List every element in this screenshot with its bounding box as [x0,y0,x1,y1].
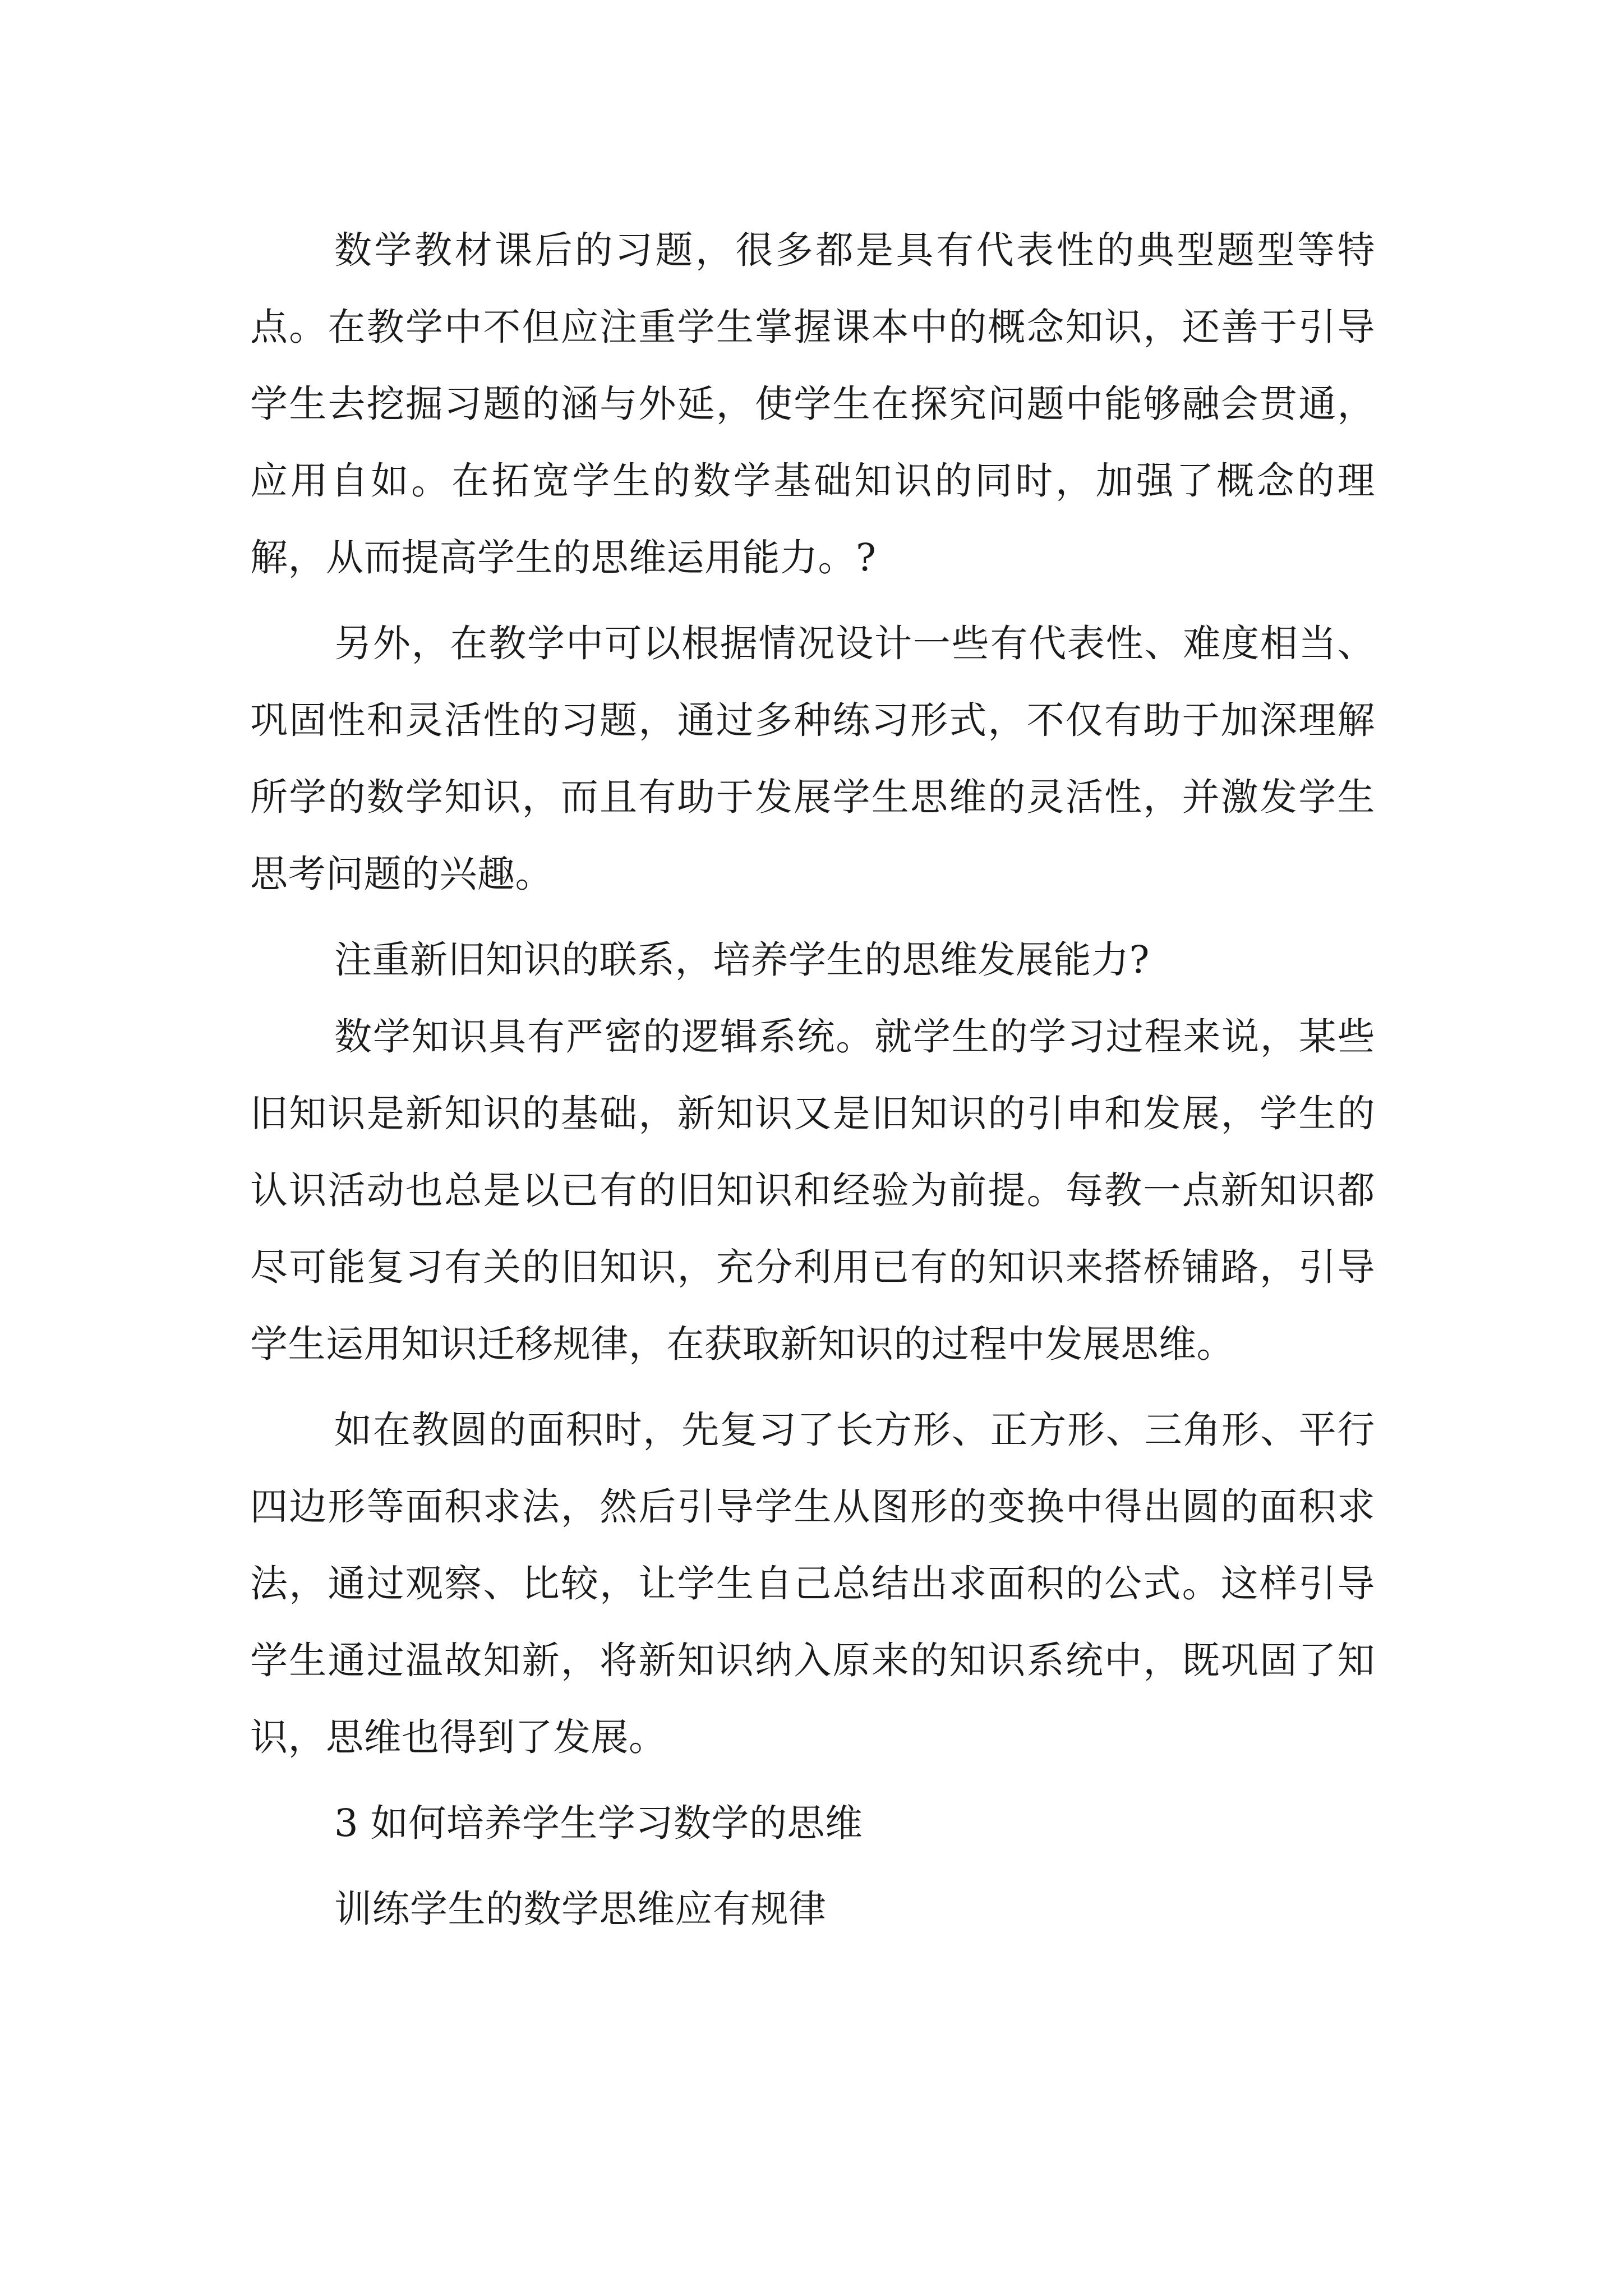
paragraph-design-exercises: 另外，在教学中可以根据情况设计一些有代表性、难度相当、巩固性和灵活性的习题，通过多种练习形式，不仅有助于加深理解所学的数学知识，而且有助于发展学生思维的灵活性，并激发学生思考问题的兴趣。 [250,622,1375,896]
document-page [250,212,1375,1948]
paragraph-circle-area-example: 如在教圆的面积时，先复习了长方形、正方形、三角形、平行四边形等面积求法，然后引导学生从图形的变换中得出圆的面积求法，通过观察、比较，让学生自己总结出求面积的公式。这样引导学生通过温故知新，将新知识纳入原来的知识系统中，既巩固了知识，思维也得到了发展。 [250,1408,1375,1759]
paragraph-logic-system: 数学知识具有严密的逻辑系统。就学生的学习过程来说，某些旧知识是新知识的基础，新知识又是旧知识的引申和发展，学生的认识活动也总是以已有的旧知识和经验为前提。每教一点新知识都尽可能复习有关的旧知识，充分利用已有的知识来搭桥铺路，引导学生运用知识迁移规律，在获取新知识的过程中发展思维。 [250,1015,1375,1366]
subsection-heading-training: 训练学生的数学思维应有规律 [334,1887,827,1931]
paragraph-exercises: 数学教材课后的习题，很多都是具有代表性的典型题型等特点。在教学中不但应注重学生掌握课本中的概念知识，还善于引导学生去挖掘习题的涵与外延，使学生在探究问题中能够融会贯通，应用自如。在拓宽学生的数学基础知识的同时，加强了概念的理解，从而提高学生的思维运用能力。? [250,228,1375,579]
section-heading-3: 3 如何培养学生学习数学的思维 [334,1801,863,1845]
section-heading-new-old-knowledge: 注重新旧知识的联系，培养学生的思维发展能力? [334,938,1150,982]
